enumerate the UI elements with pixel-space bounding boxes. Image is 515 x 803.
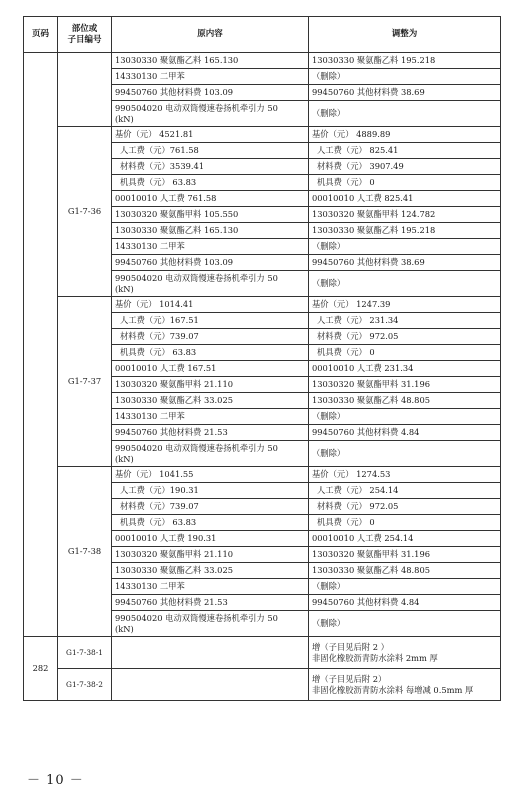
original-cell: 14330130 二甲苯 xyxy=(112,579,309,595)
adjusted-cell: 材料费（元） 972.05 xyxy=(309,499,501,515)
adjusted-cell: 增（子目见后附 2） 非固化橡胶沥青防水涂料 每增减 0.5mm 厚 xyxy=(309,669,501,701)
adjusted-cell: 00010010 人工费 231.34 xyxy=(309,361,501,377)
adjusted-cell: 13030330 聚氨酯乙料 48.805 xyxy=(309,393,501,409)
adjustment-table xyxy=(23,16,501,701)
original-cell: 13030320 聚氨酯甲料 21.110 xyxy=(112,547,309,563)
page-cell-empty xyxy=(24,53,58,637)
original-cell: 材料费（元）739.07 xyxy=(112,499,309,515)
adjusted-cell: 13030330 聚氨酯乙料 48.805 xyxy=(309,563,501,579)
original-cell: 人工费（元）167.51 xyxy=(112,313,309,329)
adjusted-cell: 00010010 人工费 825.41 xyxy=(309,191,501,207)
adjusted-cell: 99450760 其他材料费 4.84 xyxy=(309,425,501,441)
original-cell: 材料费（元）739.07 xyxy=(112,329,309,345)
original-cell: 材料费（元）3539.41 xyxy=(112,159,309,175)
code-cell-continued xyxy=(58,53,112,127)
adjusted-cell: 人工费（元） 825.41 xyxy=(309,143,501,159)
adjusted-cell: 机具费（元） 0 xyxy=(309,345,501,361)
original-cell: 基价（元） 1041.55 xyxy=(112,467,309,483)
original-cell: 机具费（元） 63.83 xyxy=(112,345,309,361)
adjusted-cell: （删除） xyxy=(309,239,501,255)
adjusted-cell: 基价（元） 1247.39 xyxy=(309,297,501,313)
adjusted-cell: （删除） xyxy=(309,611,501,637)
item-code-cell: G1-7-38 xyxy=(58,467,112,637)
table-row xyxy=(24,669,501,701)
item-code-cell: G1-7-36 xyxy=(58,127,112,297)
original-cell: 13030330 聚氨酯乙料 165.130 xyxy=(112,53,309,69)
adjusted-cell: 人工费（元） 231.34 xyxy=(309,313,501,329)
adjusted-cell: （删除） xyxy=(309,579,501,595)
original-cell: 14330130 二甲苯 xyxy=(112,409,309,425)
adjusted-cell: 人工费（元） 254.14 xyxy=(309,483,501,499)
original-cell: 13030330 聚氨酯乙料 33.025 xyxy=(112,563,309,579)
original-cell: 99450760 其他材料费 103.09 xyxy=(112,85,309,101)
table-body xyxy=(24,53,501,701)
original-cell: 00010010 人工费 167.51 xyxy=(112,361,309,377)
adjusted-cell: 13030330 聚氨酯乙料 195.218 xyxy=(309,223,501,239)
original-cell: 14330130 二甲苯 xyxy=(112,69,309,85)
original-cell: 990504020 电动双筒慢速卷扬机牵引力 50 (kN) xyxy=(112,271,309,297)
original-cell: 机具费（元） 63.83 xyxy=(112,175,309,191)
adjusted-cell: 00010010 人工费 254.14 xyxy=(309,531,501,547)
adjusted-cell: （删除） xyxy=(309,441,501,467)
original-cell: 99450760 其他材料费 21.53 xyxy=(112,425,309,441)
original-cell: 00010010 人工费 190.31 xyxy=(112,531,309,547)
original-cell: 机具费（元） 63.83 xyxy=(112,515,309,531)
adjusted-cell: （删除） xyxy=(309,69,501,85)
adjusted-cell: （删除） xyxy=(309,409,501,425)
original-cell xyxy=(112,637,309,669)
adjusted-cell: 增（子目见后附 2 ） 非固化橡胶沥青防水涂料 2mm 厚 xyxy=(309,637,501,669)
adjusted-cell: 机具费（元） 0 xyxy=(309,175,501,191)
adjusted-cell: 基价（元） 4889.89 xyxy=(309,127,501,143)
adjusted-cell: 13030320 聚氨酯甲料 31.196 xyxy=(309,547,501,563)
original-cell: 990504020 电动双筒慢速卷扬机牵引力 50 (kN) xyxy=(112,611,309,637)
table-row xyxy=(24,53,501,69)
adjusted-cell: 99450760 其他材料费 38.69 xyxy=(309,255,501,271)
item-code-cell: G1-7-38-2 xyxy=(58,669,112,701)
original-cell: 人工费（元）190.31 xyxy=(112,483,309,499)
adjusted-cell: （删除） xyxy=(309,271,501,297)
original-cell: 13030330 聚氨酯乙料 33.025 xyxy=(112,393,309,409)
table-row xyxy=(24,467,501,483)
original-cell: 990504020 电动双筒慢速卷扬机牵引力 50 (kN) xyxy=(112,101,309,127)
adjusted-cell: （删除） xyxy=(309,101,501,127)
adjusted-cell: 13030320 聚氨酯甲料 124.782 xyxy=(309,207,501,223)
table-row xyxy=(24,127,501,143)
original-cell: 99450760 其他材料费 103.09 xyxy=(112,255,309,271)
header-adjusted: 调整为 xyxy=(309,17,501,53)
original-cell: 13030320 聚氨酯甲料 21.110 xyxy=(112,377,309,393)
original-cell: 00010010 人工费 761.58 xyxy=(112,191,309,207)
adjusted-cell: 基价（元） 1274.53 xyxy=(309,467,501,483)
original-cell: 990504020 电动双筒慢速卷扬机牵引力 50 (kN) xyxy=(112,441,309,467)
adjusted-cell: 13030320 聚氨酯甲料 31.196 xyxy=(309,377,501,393)
original-cell: 基价（元） 1014.41 xyxy=(112,297,309,313)
table-header-row xyxy=(24,17,501,53)
header-page: 页码 xyxy=(24,17,58,53)
table-row xyxy=(24,637,501,669)
item-code-cell: G1-7-38-1 xyxy=(58,637,112,669)
original-cell: 人工费（元）761.58 xyxy=(112,143,309,159)
page-number: － 10 － xyxy=(27,773,84,788)
original-cell: 基价（元） 4521.81 xyxy=(112,127,309,143)
original-cell: 99450760 其他材料费 21.53 xyxy=(112,595,309,611)
page-number-cell: 282 xyxy=(24,637,58,701)
original-cell: 14330130 二甲苯 xyxy=(112,239,309,255)
header-code: 部位或 子目编号 xyxy=(58,17,112,53)
adjusted-cell: 材料费（元） 972.05 xyxy=(309,329,501,345)
adjusted-cell: 材料费（元） 3907.49 xyxy=(309,159,501,175)
header-original: 原内容 xyxy=(112,17,309,53)
adjusted-cell: 机具费（元） 0 xyxy=(309,515,501,531)
adjusted-cell: 99450760 其他材料费 38.69 xyxy=(309,85,501,101)
adjusted-cell: 13030330 聚氨酯乙料 195.218 xyxy=(309,53,501,69)
table-row xyxy=(24,297,501,313)
original-cell: 13030330 聚氨酯乙料 165.130 xyxy=(112,223,309,239)
original-cell: 13030320 聚氨酯甲料 105.550 xyxy=(112,207,309,223)
item-code-cell: G1-7-37 xyxy=(58,297,112,467)
original-cell xyxy=(112,669,309,701)
adjusted-cell: 99450760 其他材料费 4.84 xyxy=(309,595,501,611)
